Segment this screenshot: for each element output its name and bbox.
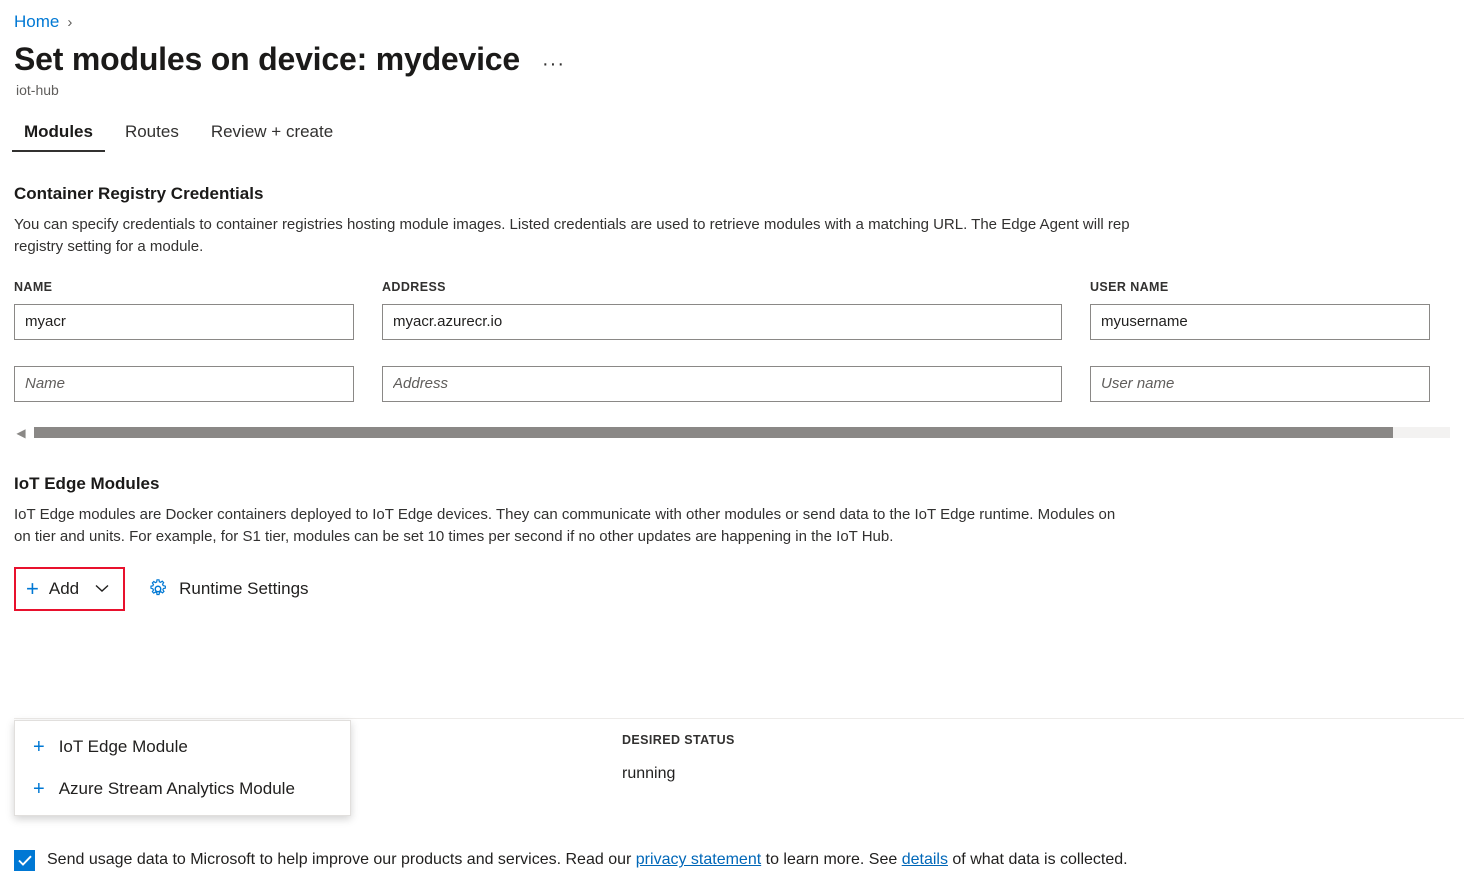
plus-icon: +: [33, 778, 45, 800]
page-title: Set modules on device: mydevice: [14, 41, 520, 77]
runtime-settings-button[interactable]: [147, 578, 308, 600]
container-registry-title: Container Registry Credentials: [14, 184, 264, 204]
credentials-row: [14, 304, 1450, 340]
registry-username-input-1[interactable]: [1090, 304, 1430, 340]
horizontal-scrollbar[interactable]: [14, 424, 1450, 442]
tab-modules[interactable]: Modules: [12, 118, 105, 152]
usage-data-footer: [14, 850, 1128, 871]
scrollbar-thumb[interactable]: [34, 427, 1393, 438]
menu-item-azure-stream-analytics-module[interactable]: [15, 768, 350, 810]
container-registry-description-line1: You can specify credentials to container registries hosting module images. Listed credentials are used to retrieve modules with a matching URL. The Edge Agent will rep: [14, 216, 1130, 234]
container-registry-description: [14, 214, 1450, 258]
registry-username-input-2[interactable]: [1090, 366, 1430, 402]
add-button-label: Add: [48, 579, 80, 599]
usage-data-text-after: of what data is collected.: [952, 851, 1128, 869]
tab-routes[interactable]: Routes: [124, 122, 179, 142]
usage-data-text: [47, 850, 1128, 871]
breadcrumb-home-link[interactable]: Home: [14, 12, 60, 31]
iot-edge-modules-section: [0, 474, 1464, 612]
add-dropdown-menu: [14, 720, 351, 816]
column-header-desired-status: DESIRED STATUS: [622, 733, 735, 747]
chevron-down-icon: [95, 582, 109, 596]
details-link[interactable]: details: [901, 851, 948, 869]
registry-name-input-1[interactable]: [14, 304, 354, 340]
registry-name-input-2[interactable]: [14, 366, 354, 402]
usage-data-text-middle: to learn more. See: [765, 851, 898, 869]
gear-icon: [147, 578, 169, 600]
module-desired-status-cell: running: [622, 765, 676, 782]
title-row: [0, 32, 1464, 78]
scrollbar-track[interactable]: [34, 427, 1450, 438]
usage-data-text-before: Send usage data to Microsoft to help improve our products and services. Read our: [47, 851, 632, 869]
column-header-name: NAME: [14, 279, 53, 294]
modules-command-bar: [14, 567, 1450, 611]
registry-address-input-1[interactable]: [382, 304, 1062, 340]
credentials-table: [14, 280, 1450, 402]
column-header-username: USER NAME: [1090, 279, 1169, 294]
column-header-address: ADDRESS: [382, 279, 446, 294]
page-subtitle: iot-hub: [16, 82, 59, 99]
chevron-right-icon: ›: [67, 13, 73, 31]
iot-edge-modules-description-line1: IoT Edge modules are Docker containers deployed to IoT Edge devices. They can communicate with other modules or send data to the IoT Edge runtime. Modules on: [14, 505, 1116, 523]
menu-item-iot-edge-module[interactable]: [15, 726, 350, 768]
tab-review-create[interactable]: Review + create: [210, 122, 334, 142]
credentials-header-row: [14, 280, 1450, 304]
breadcrumb: [0, 0, 1464, 32]
iot-edge-modules-title: IoT Edge Modules: [14, 473, 160, 493]
scroll-left-arrow-icon[interactable]: ◀: [16, 425, 26, 440]
menu-item-label: Azure Stream Analytics Module: [58, 779, 295, 798]
usage-data-checkbox[interactable]: [14, 850, 35, 871]
container-registry-description-line2: registry setting for a module.: [14, 238, 204, 256]
more-actions-icon[interactable]: ···: [542, 53, 565, 76]
privacy-statement-link[interactable]: privacy statement: [635, 851, 762, 869]
registry-address-input-2[interactable]: [382, 366, 1062, 402]
runtime-settings-label: Runtime Settings: [179, 579, 309, 599]
container-registry-section: [0, 184, 1464, 442]
tab-list: [0, 98, 1464, 152]
plus-icon: +: [26, 576, 39, 602]
iot-edge-modules-description: [14, 504, 1450, 548]
plus-icon: +: [33, 736, 45, 758]
add-button[interactable]: [14, 567, 125, 611]
iot-edge-modules-description-line2: on tier and units. For example, for S1 tier, modules can be set 10 times per second if no other updates are happening in the IoT Hub.: [14, 527, 894, 545]
menu-item-label: IoT Edge Module: [58, 737, 188, 756]
credentials-row: [14, 366, 1450, 402]
